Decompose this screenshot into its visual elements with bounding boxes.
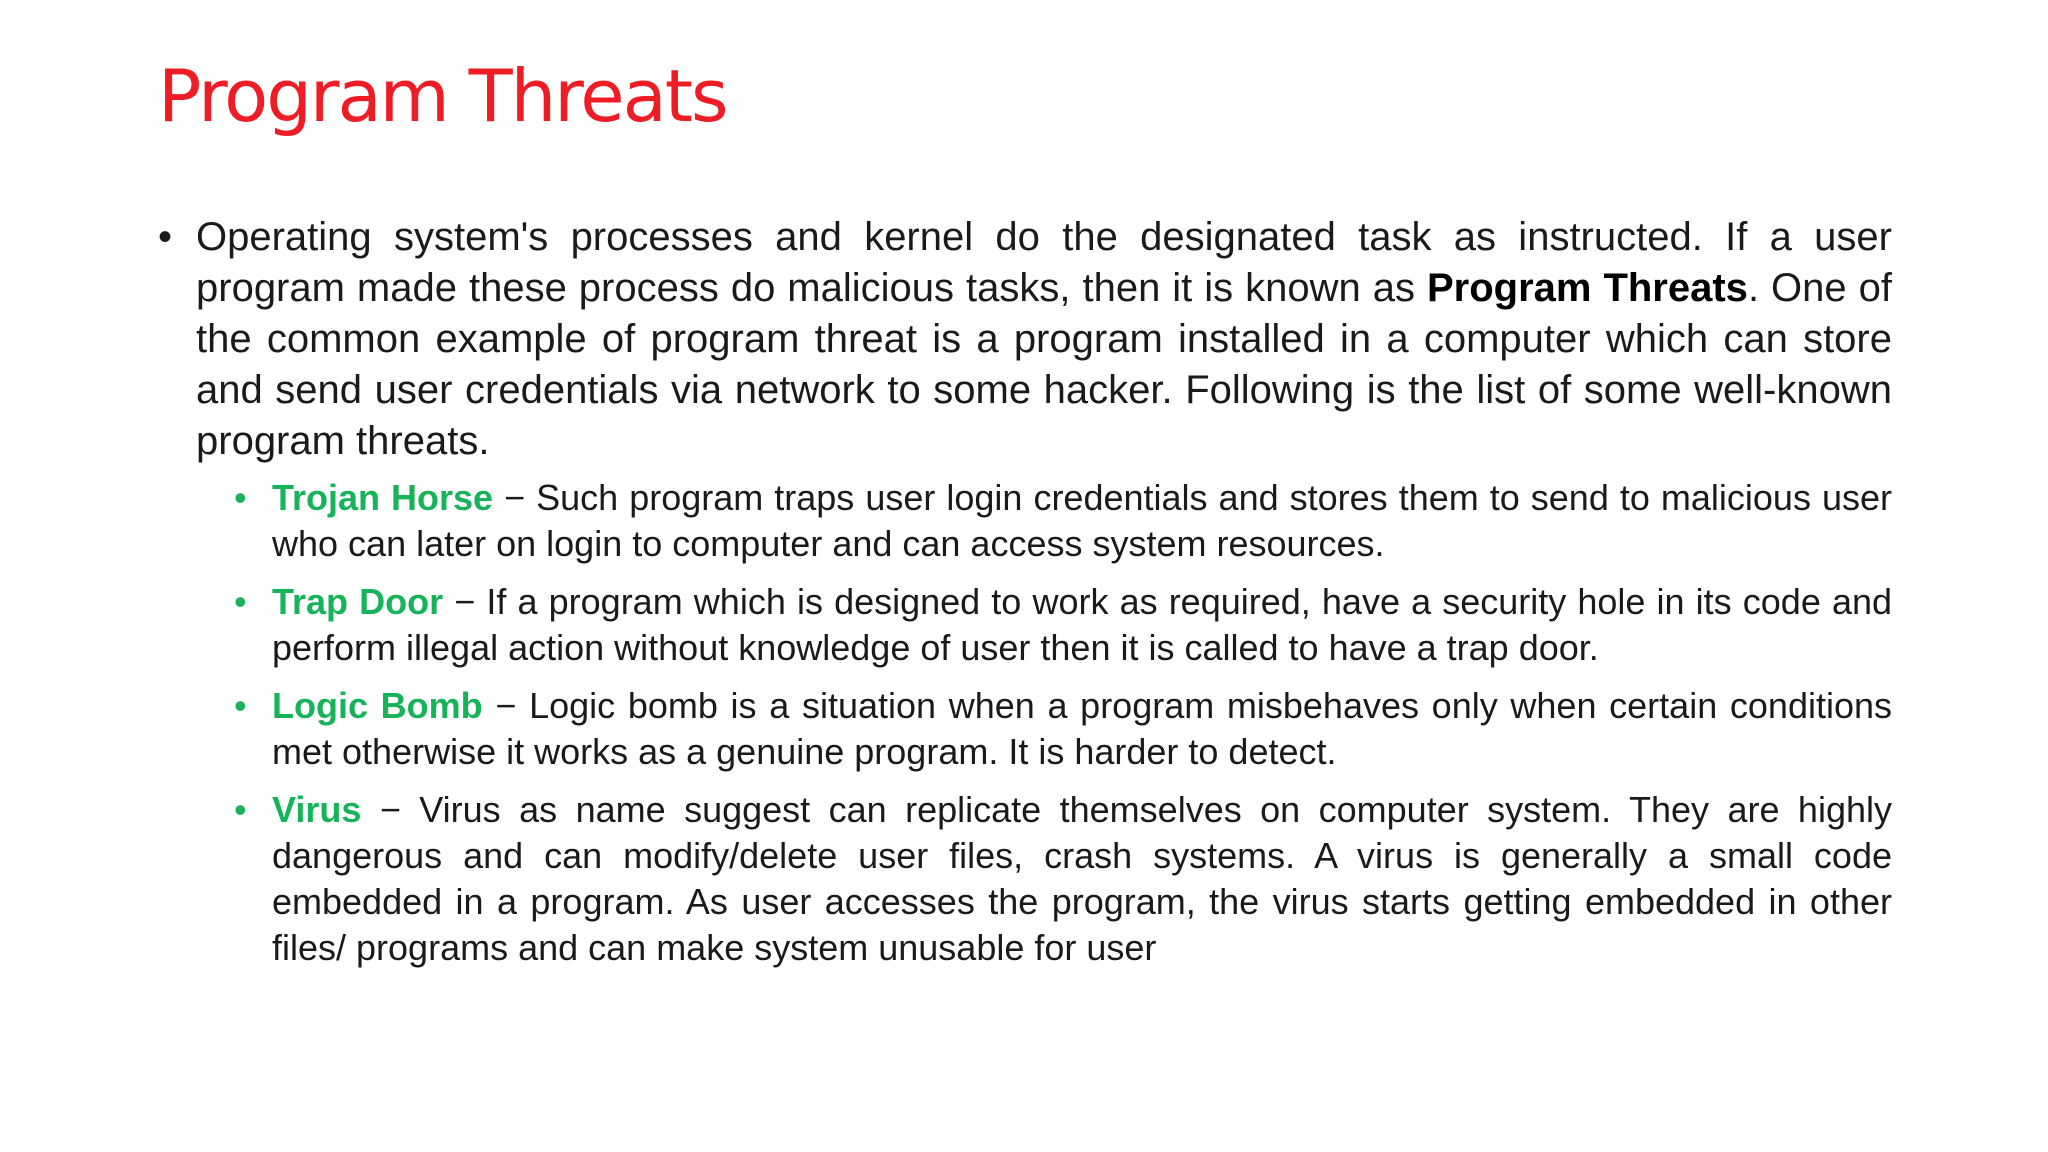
intro-paragraph [158, 212, 1892, 467]
threat-term: Virus [272, 789, 362, 830]
threat-term: Trap Door [272, 581, 444, 622]
slide-title: Program Threats [158, 54, 727, 138]
threat-item-virus [234, 787, 1892, 971]
threat-description: − Virus as name suggest can replicate themselves on computer system. They are highly dangerous and can modify/delete user files, crash systems. A virus is generally a small code embedded in a program. As user accesses the program, the virus starts getting embedded in other files/ programs and can make system unusable for user [272, 789, 1892, 968]
bullet-dot: • [234, 477, 247, 518]
threat-item-trap-door [234, 579, 1892, 671]
threat-description: − Such program traps user login credentials and stores them to send to malicious user who can later on login to computer and can access system resources. [272, 477, 1892, 564]
bullet-dot: • [234, 581, 247, 622]
bullet-dot: • [234, 789, 247, 830]
bullet-dot: • [234, 685, 247, 726]
threat-term: Logic Bomb [272, 685, 483, 726]
threat-term: Trojan Horse [272, 477, 494, 518]
threat-description: − If a program which is designed to work as required, have a security hole in its code and perform illegal action without knowledge of user then it is called to have a trap door. [272, 581, 1893, 668]
threat-item-trojan-horse [234, 475, 1892, 567]
intro-text-before: Operating system's processes and kernel do the designated task as instructed. If a user program made these process do malicious tasks, then it is known as [196, 215, 1892, 310]
bullet-dot: • [158, 215, 173, 259]
slide-content [158, 212, 1892, 983]
threat-description: − Logic bomb is a situation when a program misbehaves only when certain conditions met otherwise it works as a genuine program. It is harder to detect. [272, 685, 1893, 772]
intro-bold-term: Program Threats [1426, 266, 1748, 310]
threat-list [158, 475, 1892, 971]
threat-item-logic-bomb [234, 683, 1892, 775]
intro-text-after: . One of the common example of program threat is a program installed in a computer which can store and send user credentials via network to some hacker. Following is the list of some well-known program threats. [196, 266, 1892, 463]
